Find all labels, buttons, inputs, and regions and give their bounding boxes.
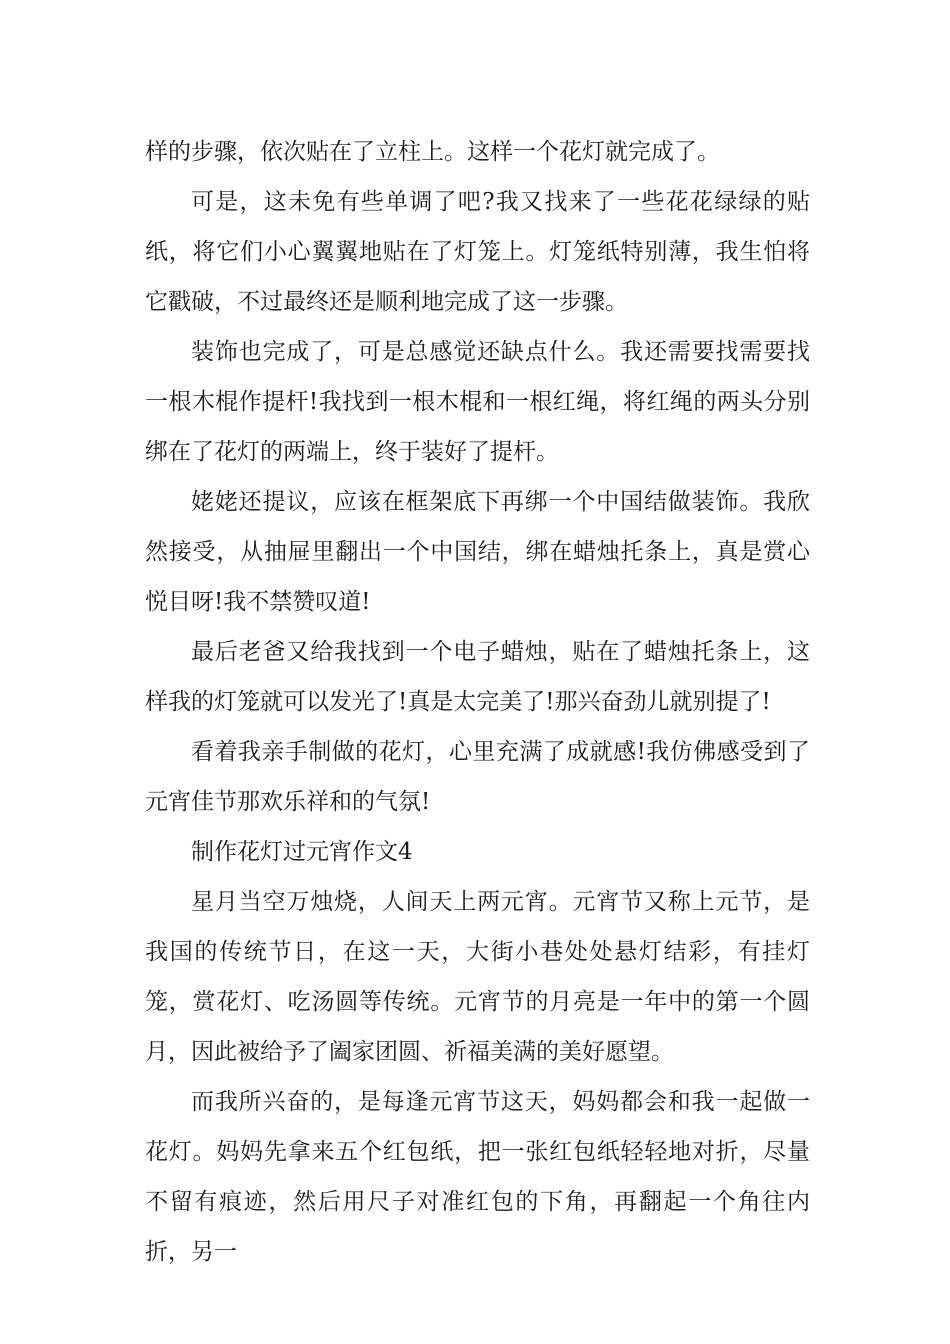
paragraph-achievement: 看着我亲手制做的花灯，心里充满了成就感!我仿佛感受到了元宵佳节那欢乐祥和的气氛! <box>145 739 810 815</box>
document-body <box>145 127 810 1277</box>
paragraph-making-lantern: 而我所兴奋的，是每逢元宵节这天，妈妈都会和我一起做一花灯。妈妈先拿来五个红包纸，把一张红包纸轻轻地对折，尽量不留有痕迹，然后用尺子对准红包的下角，再翻起一个角往内折，另一 <box>145 1089 810 1265</box>
essay-heading: 制作花灯过元宵作文4 <box>191 839 413 865</box>
paragraph-lantern-festival: 星月当空万烛烧，人间天上两元宵。元宵节又称上元节，是我国的传统节日，在这一天，大街小巷处处悬灯结彩，有挂灯笼，赏花灯、吃汤圆等传统。元宵节的月亮是一年中的第一个圆月，因此被给予了阖家团圆、祈福美满的美好愿望。 <box>145 889 810 1065</box>
paragraph-handle: 装饰也完成了，可是总感觉还缺点什么。我还需要找需要找一根木棍作提杆!我找到一根木棍和一根红绳，将红绳的两头分别绑在了花灯的两端上，终于装好了提杆。 <box>145 339 810 465</box>
paragraph-electronic-candle: 最后老爸又给我找到一个电子蜡烛，贴在了蜡烛托条上，这样我的灯笼就可以发光了!真是太完美了!那兴奋劲儿就别提了! <box>145 639 810 715</box>
paragraph-stickers: 可是，这未免有些单调了吧?我又找来了一些花花绿绿的贴纸，将它们小心翼翼地贴在了灯笼上。灯笼纸特别薄，我生怕将它戳破，不过最终还是顺利地完成了这一步骤。 <box>145 189 810 315</box>
paragraph-continuation: 样的步骤，依次贴在了立柱上。这样一个花灯就完成了。 <box>145 139 720 165</box>
paragraph-chinese-knot: 姥姥还提议，应该在框架底下再绑一个中国结做装饰。我欣然接受，从抽屉里翻出一个中国结，绑在蜡烛托条上，真是赏心悦目呀!我不禁赞叹道! <box>145 489 810 615</box>
